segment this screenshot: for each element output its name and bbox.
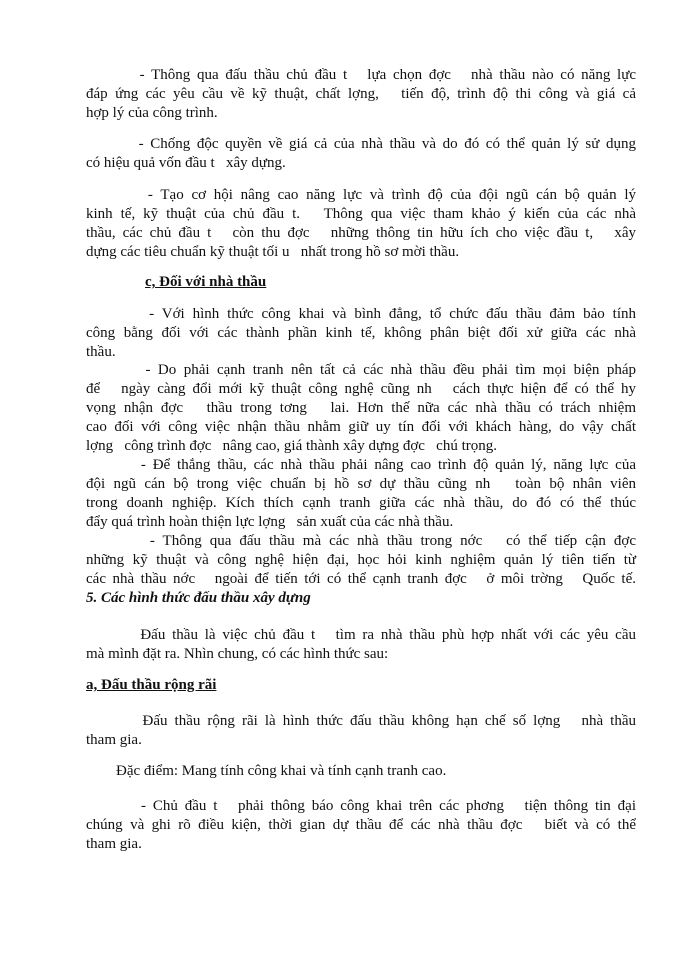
paragraph-capacity xyxy=(86,186,636,262)
heading-c xyxy=(145,273,266,292)
paragraph-anti-monopoly xyxy=(86,135,636,173)
text-line: lợng công trình đợc nâng cao, giá thành xây dựng đợc chú trọng. xyxy=(86,438,497,454)
paragraph-technology xyxy=(86,532,636,589)
paragraph-competition xyxy=(86,361,636,456)
section-heading: 5. Các hình thức đấu thầu xây dựng xyxy=(86,590,311,606)
text-line: Đấu thầu rộng rãi là hình thức đấu thầu không hạn chế số lợng nhà thầu xyxy=(86,713,636,729)
text-line: - Chống độc quyền về giá cả của nhà thầu và do đó có thể quản lý sử dụng xyxy=(86,136,636,152)
paragraph-characteristics xyxy=(86,762,636,781)
text-line: các nhà thầu nớc ngoài để tiến tới có thể cạnh tranh đợc ở môi trờng Quốc tế. xyxy=(86,571,636,587)
text-line: Đấu thầu là việc chủ đầu t tìm ra nhà thầu phù hợp nhất với các yêu cầu xyxy=(86,627,636,643)
text-line: - Do phải cạnh tranh nên tất cả các nhà thầu đều phải tìm mọi biện pháp xyxy=(86,362,636,378)
text-line: để ngày càng đổi mới kỹ thuật công nghệ cũng nh cách thực hiện để có thể hy xyxy=(86,381,636,397)
text-line: những kỹ thuật và công nghệ hiện đại, học hỏi kinh nghiệm quản lý tiên tiến từ xyxy=(86,552,636,568)
text-line: thầu, các chủ đầu t còn thu đợc những thông tin hữu ích cho việc đầu t, xây xyxy=(86,225,636,241)
paragraph-win-bid xyxy=(86,456,636,532)
text-line: đẩy quá trình hoàn thiện lực lợng sản xuất của các nhà thầu. xyxy=(86,514,454,530)
text-line: - Thông qua đấu thầu mà các nhà thầu trong nớc có thể tiếp cận đợc xyxy=(86,533,636,549)
text-line: có hiệu quả vốn đầu t xây dựng. xyxy=(86,155,286,171)
paragraph-open-bidding xyxy=(86,712,636,750)
text-line: mà mình đặt ra. Nhìn chung, có các hình thức sau: xyxy=(86,646,389,662)
text-line: hợp lý của công trình. xyxy=(86,105,218,121)
paragraph-bidding-selection xyxy=(86,66,636,123)
paragraph-equality xyxy=(86,305,636,362)
text-line: tham gia. xyxy=(86,836,142,852)
paragraph-definition xyxy=(86,626,636,664)
text-line: - Thông qua đấu thầu chủ đầu t lựa chọn đợc nhà thầu nào có năng lực xyxy=(86,67,636,83)
section-heading: a, Đấu thầu rộng rãi xyxy=(86,677,217,693)
text-line: trong doanh nghiệp. Kích thích cạnh tranh giữa các nhà thầu, do đó có thể thúc xyxy=(86,495,636,511)
text-line: đáp ứng các yêu cầu về kỹ thuật, chất lợng, tiến độ, trình độ thi công và giá cả xyxy=(86,86,636,102)
text-line: kinh tế, kỹ thuật của chủ đầu t. Thông qua việc tham khảo ý kiến của các nhà xyxy=(86,206,636,222)
text-line: - Để thắng thầu, các nhà thầu phải nâng cao trình độ quản lý, năng lực của xyxy=(86,457,636,473)
section-heading: c, Đối với nhà thầu xyxy=(145,274,267,290)
text-line: đội ngũ cán bộ trong việc chuẩn bị hồ sơ dự thầu cũng nh toàn bộ nhân viên xyxy=(86,476,636,492)
text-line: Đặc điểm: Mang tính công khai và tính cạnh tranh cao. xyxy=(86,763,447,779)
heading-5 xyxy=(86,589,311,608)
text-line: thầu. xyxy=(86,344,116,360)
text-line: công bằng đối với các thành phần kinh tế, không phân biệt đối xử giữa các nhà xyxy=(86,325,636,341)
text-line: tham gia. xyxy=(86,732,142,748)
text-line: - Tạo cơ hội nâng cao năng lực và trình độ của đội ngũ cán bộ quản lý xyxy=(86,187,636,203)
heading-a xyxy=(86,676,216,695)
text-line: - Với hình thức công khai và bình đẳng, tổ chức đấu thầu đảm bảo tính xyxy=(86,306,636,322)
text-line: - Chủ đầu t phải thông báo công khai trên các phơng tiện thông tin đại xyxy=(86,798,636,814)
paragraph-announcement xyxy=(86,797,636,854)
text-line: cao đối với công việc nhận thầu nhằm giữ uy tín đối với khách hàng, do vậy chất xyxy=(86,419,636,435)
text-line: dựng các tiêu chuẩn kỹ thuật tối u nhất trong hồ sơ mời thầu. xyxy=(86,244,460,260)
text-line: vọng nhận đợc thầu trong tơng lai. Hơn thế nữa các nhà thầu có trách nhiệm xyxy=(86,400,636,416)
text-line: chúng và ghi rõ điều kiện, thời gian dự thầu để các nhà thầu đợc biết và có thể xyxy=(86,817,636,833)
